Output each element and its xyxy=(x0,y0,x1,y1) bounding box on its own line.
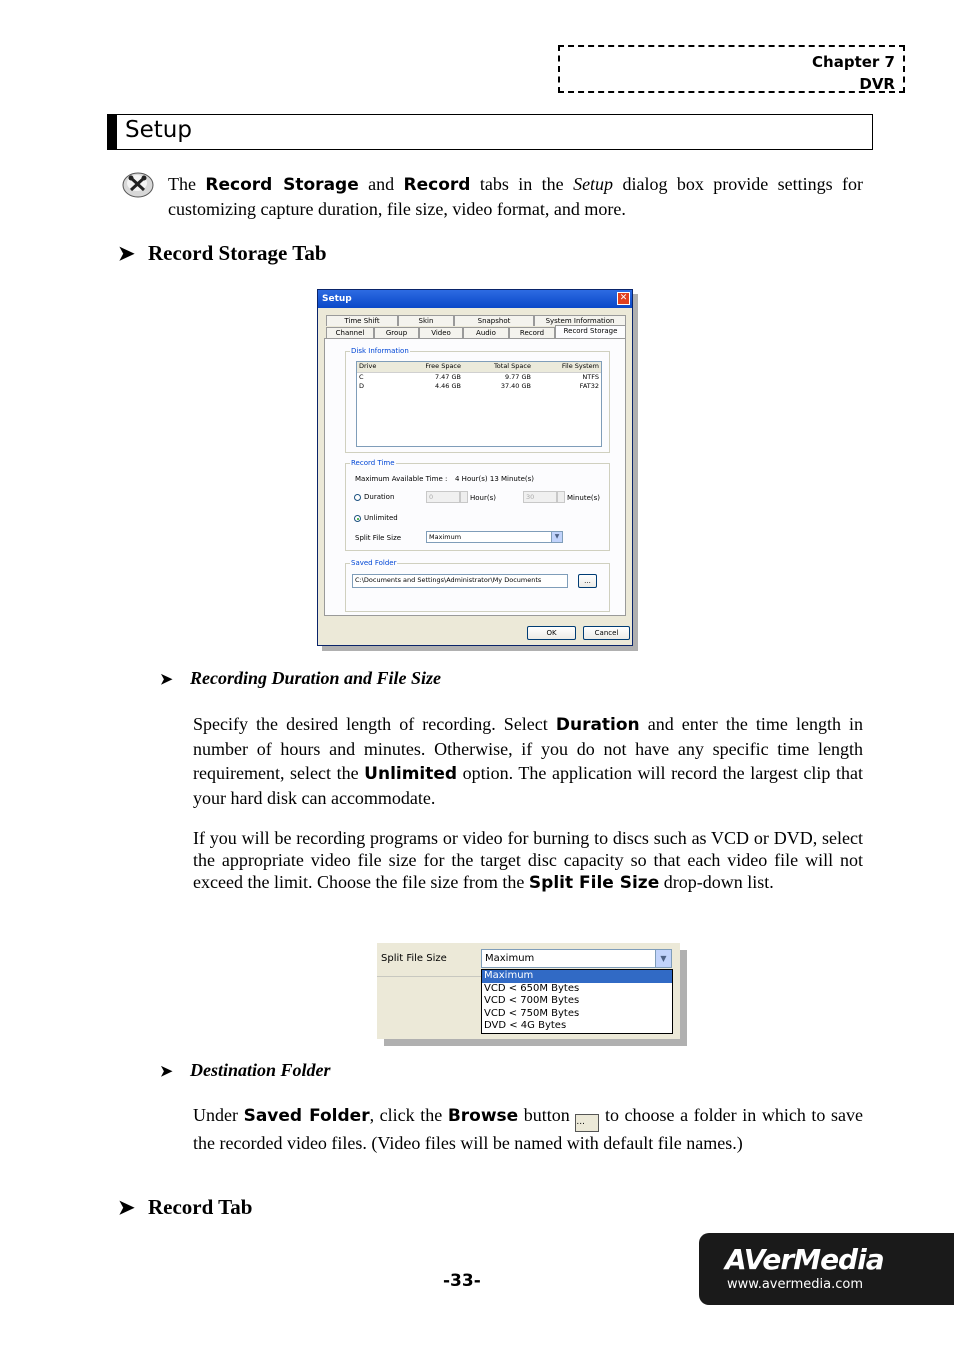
duration-label: Duration xyxy=(364,493,395,501)
unlimited-label: Unlimited xyxy=(364,514,398,522)
duration-paragraph: Specify the desired length of recording. Select Duration and enter the time length in number of hours and minutes. Otherwise, if you do not have any specific time length requirement, select the Unlimited option. The application will record the largest clip that your hard disk can accommodate. xyxy=(193,714,864,808)
total-space-cell: 37.40 GB xyxy=(500,382,531,390)
option-dvd-4g[interactable]: DVD < 4G Bytes xyxy=(484,1020,567,1031)
section-title: Setup xyxy=(125,117,192,143)
tab-system-information[interactable]: System Information xyxy=(534,315,626,326)
unlimited-radio[interactable] xyxy=(354,515,361,522)
split-file-size-dropdown-figure xyxy=(377,943,680,1039)
browse-button-inline: ... xyxy=(575,1114,599,1132)
tab-skin[interactable]: Skin xyxy=(398,315,454,326)
split-file-size-value: Maximum xyxy=(485,953,535,964)
hours-spinner[interactable] xyxy=(460,491,468,503)
column-free-space[interactable]: Free Space xyxy=(425,362,461,370)
split-file-size-value: Maximum xyxy=(429,533,462,541)
saved-folder-input[interactable]: C:\Documents and Settings\Administrator\My Documents xyxy=(352,574,568,588)
destination-paragraph: Under Saved Folder, click the Browse button ... to choose a folder in which to save the recorded video files. (Video files will be named with default file names.) xyxy=(193,1105,863,1153)
drive-cell: C xyxy=(359,373,364,381)
disk-information-label: Disk Information xyxy=(351,347,409,355)
record-storage-panel xyxy=(324,338,626,616)
logo-name: AVerMedia xyxy=(725,1243,884,1276)
tab-snapshot[interactable]: Snapshot xyxy=(454,315,534,326)
split-file-size-options xyxy=(481,969,673,1034)
column-drive[interactable]: Drive xyxy=(359,362,377,370)
arrowhead-icon: ➤ xyxy=(160,672,173,688)
note-tools-icon xyxy=(122,170,154,198)
chapter-box xyxy=(558,45,905,93)
chapter-number: Chapter 7 xyxy=(812,53,895,71)
option-vcd-700[interactable]: VCD < 700M Bytes xyxy=(484,995,580,1006)
minutes-unit: Minute(s) xyxy=(567,494,601,502)
disk-information-group xyxy=(345,347,610,453)
free-space-cell: 4.46 GB xyxy=(434,382,461,390)
option-maximum[interactable]: Maximum xyxy=(482,970,672,983)
browse-button[interactable]: ... xyxy=(578,574,597,588)
total-space-cell: 9.77 GB xyxy=(504,373,531,381)
close-icon[interactable]: ✕ xyxy=(617,292,630,305)
chapter-title: DVR xyxy=(859,75,895,93)
tab-channel[interactable]: Channel xyxy=(326,327,374,338)
dialog-titlebar xyxy=(318,290,632,308)
tab-record[interactable]: Record xyxy=(509,327,555,338)
arrow-right-icon: ➤ xyxy=(118,1197,135,1219)
arrowhead-icon: ➤ xyxy=(160,1064,173,1080)
split-file-size-label: Split File Size xyxy=(355,534,402,542)
duration-radio[interactable] xyxy=(354,494,361,501)
chevron-down-icon[interactable]: ▼ xyxy=(551,532,562,542)
tab-time-shift[interactable]: Time Shift xyxy=(326,315,398,326)
tab-group[interactable]: Group xyxy=(374,327,419,338)
max-available-time-label: Maximum Available Time : xyxy=(355,475,448,483)
table-row[interactable] xyxy=(357,373,601,382)
setup-dialog xyxy=(317,289,633,646)
cancel-button[interactable]: Cancel xyxy=(583,626,630,640)
chevron-down-icon[interactable]: ▼ xyxy=(655,950,671,967)
free-space-cell: 7.47 GB xyxy=(434,373,461,381)
recording-duration-subheading: ➤ Recording Duration and File Size xyxy=(160,668,442,688)
split-file-size-label: Split File Size xyxy=(381,953,447,964)
max-available-time-value: 4 Hour(s) 13 Minute(s) xyxy=(455,475,535,483)
file-system-cell: FAT32 xyxy=(579,382,599,390)
disk-list[interactable] xyxy=(356,361,602,447)
minutes-input[interactable]: 30 xyxy=(523,491,557,503)
page-number: -33- xyxy=(443,1271,481,1291)
avermedia-logo xyxy=(699,1233,954,1305)
arrow-right-icon: ➤ xyxy=(118,243,135,265)
tab-record-storage[interactable]: Record Storage xyxy=(555,325,626,338)
record-time-group xyxy=(345,459,610,551)
split-file-size-select[interactable] xyxy=(481,949,672,968)
saved-folder-label: Saved Folder xyxy=(351,559,397,567)
record-tab-heading: ➤ Record Tab xyxy=(118,1195,253,1219)
file-system-cell: NTFS xyxy=(582,373,599,381)
drive-cell: D xyxy=(359,382,365,390)
hours-input[interactable]: 0 xyxy=(426,491,460,503)
minutes-spinner[interactable] xyxy=(557,491,565,503)
option-vcd-650[interactable]: VCD < 650M Bytes xyxy=(484,982,580,994)
record-storage-heading: ➤ Record Storage Tab xyxy=(118,241,327,265)
logo-url: www.avermedia.com xyxy=(727,1277,863,1292)
saved-folder-group xyxy=(345,559,610,612)
split-file-size-select[interactable] xyxy=(426,531,563,543)
intro-paragraph: The Record Storage and Record tabs in the Setup dialog box provide settings for customizing capture duration, file size, video format, and more. xyxy=(168,174,864,219)
dialog-title: Setup xyxy=(322,294,352,304)
column-total-space[interactable]: Total Space xyxy=(493,362,531,370)
hours-unit: Hour(s) xyxy=(470,494,496,502)
tab-audio[interactable]: Audio xyxy=(463,327,509,338)
tab-video[interactable]: Video xyxy=(419,327,463,338)
option-vcd-750[interactable]: VCD < 750M Bytes xyxy=(484,1007,580,1019)
column-file-system[interactable]: File System xyxy=(561,362,599,370)
ok-button[interactable]: OK xyxy=(527,626,576,640)
divider xyxy=(377,976,481,977)
table-row[interactable] xyxy=(357,382,601,391)
disk-list-header xyxy=(357,362,601,373)
section-heading xyxy=(107,114,873,150)
destination-folder-subheading: ➤ Destination Folder xyxy=(160,1060,331,1080)
split-paragraph: If you will be recording programs or video for burning to discs such as VCD or DVD, select the appropriate video file size for the target disc capacity so that each video file will not exceed the limit. Choose the file size from the Split File Size drop-down list. xyxy=(193,828,863,893)
record-time-label: Record Time xyxy=(351,459,395,467)
